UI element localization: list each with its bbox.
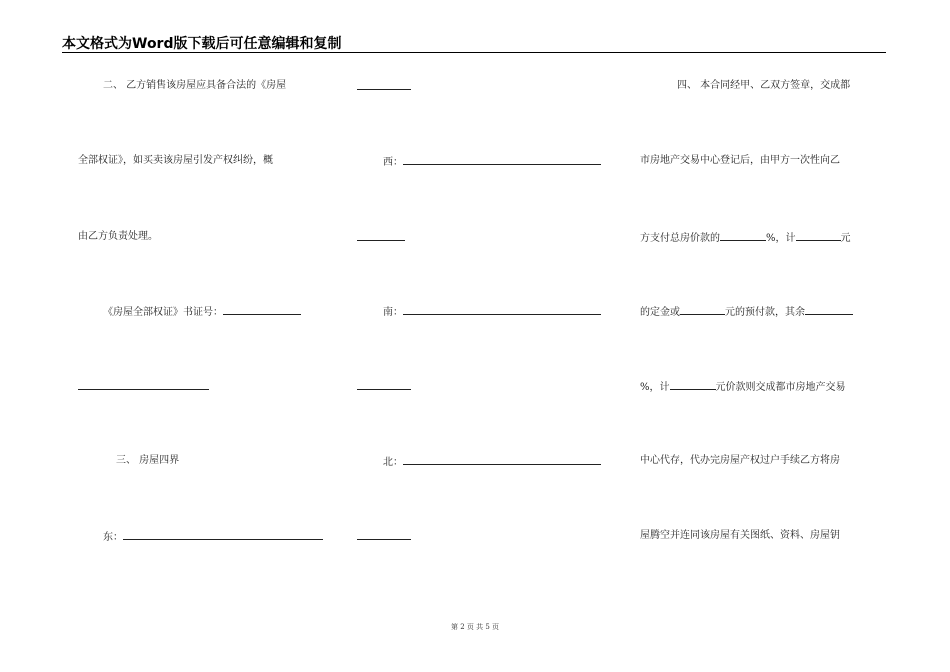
- clause-two-line-3: 由乙方负责处理。: [78, 231, 158, 242]
- deposit-label: 的定金或: [640, 307, 680, 318]
- escrow-label: 元价款则交成都市房地产交易: [715, 382, 846, 393]
- prepayment-label: 元的预付款，其余: [725, 307, 805, 318]
- clause-four-line-2: 市房地产交易中心登记后，由甲方一次性向乙: [640, 155, 840, 166]
- boundary-blank-row-4: [357, 530, 411, 544]
- yuan-label-1: 元: [840, 233, 851, 244]
- percent-sign-label-2: %，计: [640, 382, 670, 393]
- boundary-blank-2[interactable]: [357, 231, 405, 241]
- south-boundary-blank[interactable]: [403, 305, 601, 315]
- certificate-number-row: [103, 305, 301, 319]
- clause-two-line-2: 全部权证》，如买卖该房屋引发产权纠纷，概: [78, 155, 273, 166]
- boundary-blank-3[interactable]: [357, 380, 411, 390]
- header-divider: [62, 52, 886, 53]
- clause-four-line-5: [640, 380, 846, 394]
- boundary-blank-1[interactable]: [357, 80, 411, 90]
- north-boundary-label: 北：: [383, 457, 403, 468]
- south-boundary-row: [383, 305, 601, 319]
- south-boundary-label: 南：: [383, 307, 403, 318]
- clause-two-line-1: 二、 乙方销售该房屋应具备合法的《房屋: [103, 80, 287, 91]
- header-title: 本文格式为Word版下载后可任意编辑和复制: [62, 36, 342, 52]
- certificate-number-blank[interactable]: [223, 305, 301, 315]
- north-boundary-blank[interactable]: [403, 455, 601, 465]
- certificate-number-blank-continued[interactable]: [78, 380, 209, 390]
- boundary-blank-row-1: [357, 80, 411, 94]
- boundary-blank-row-3: [357, 380, 411, 394]
- amount-blank-1[interactable]: [796, 231, 841, 241]
- east-boundary-label: 东：: [103, 532, 123, 543]
- clause-four-line-7: 屋腾空并连同该房屋有关图纸、资料、房屋钥: [640, 530, 840, 541]
- clause-four-line-3: [640, 231, 851, 245]
- clause-four-line-4: [640, 305, 853, 319]
- east-boundary-row: [103, 530, 323, 544]
- amount-blank-2[interactable]: [670, 380, 716, 390]
- percent-blank-1[interactable]: [720, 231, 766, 241]
- west-boundary-blank[interactable]: [403, 155, 601, 165]
- west-boundary-label: 西：: [383, 157, 403, 168]
- west-boundary-row: [383, 155, 601, 169]
- remainder-blank[interactable]: [805, 305, 853, 315]
- boundary-blank-row-2: [357, 231, 405, 245]
- clause-four-line-6: 中心代存，代办完房屋产权过户手续乙方将房: [640, 455, 840, 466]
- clause-four-line-1: 四、 本合同经甲、乙双方签章，交成都: [677, 80, 851, 91]
- north-boundary-row: [383, 455, 601, 469]
- total-price-label: 方支付总房价款的: [640, 233, 720, 244]
- certificate-number-continuation: [78, 380, 209, 394]
- deposit-blank[interactable]: [680, 305, 725, 315]
- east-boundary-blank[interactable]: [123, 530, 323, 540]
- boundary-blank-4[interactable]: [357, 530, 411, 540]
- certificate-number-label: 《房屋全部权证》书证号：: [103, 307, 223, 318]
- page-number-footer: 第 2 页 共 5 页: [450, 623, 500, 631]
- section-three-title: 三、 房屋四界: [116, 455, 180, 466]
- percent-sign-label-1: %，计: [766, 233, 796, 244]
